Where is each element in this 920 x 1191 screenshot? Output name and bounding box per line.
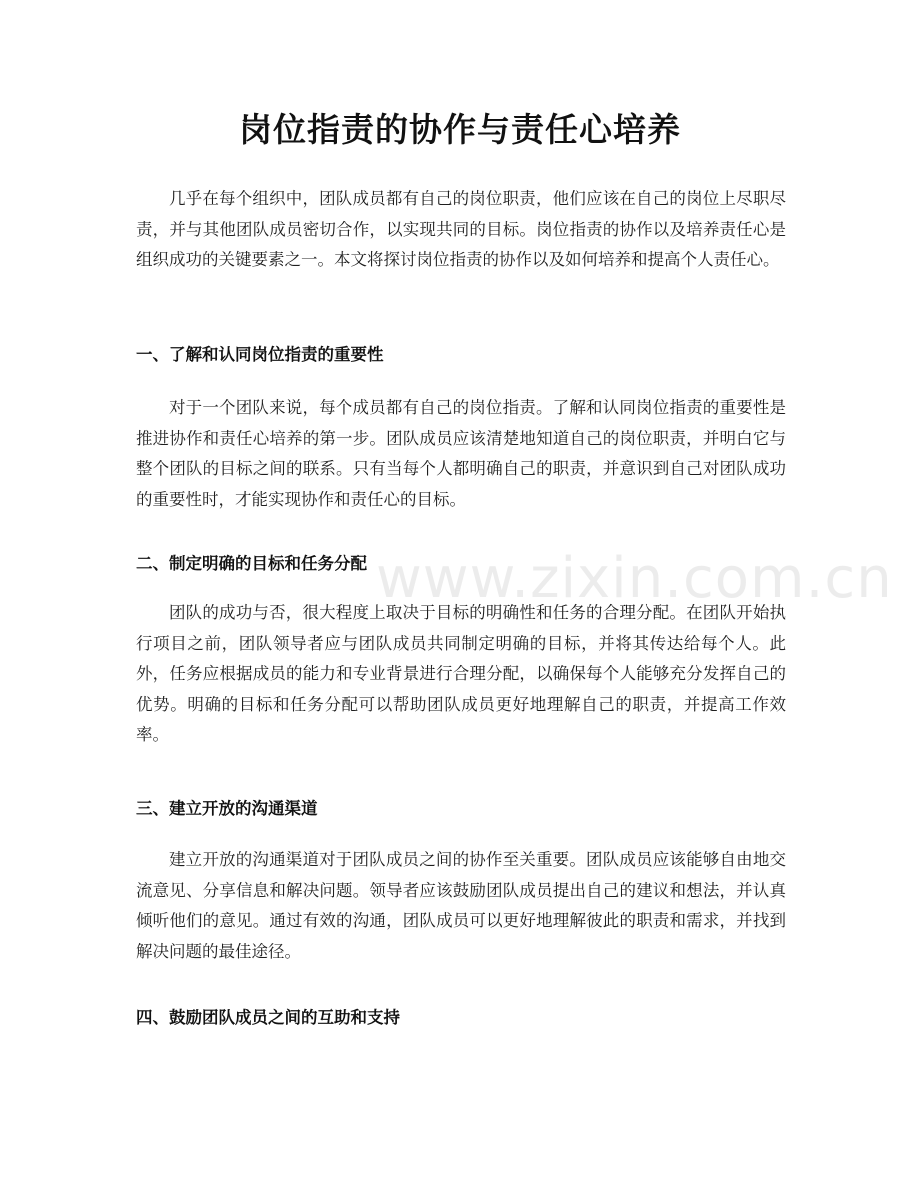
intro-paragraph: 几乎在每个组织中，团队成员都有自己的岗位职责，他们应该在自己的岗位上尽职尽责，并与其他团队成员密切合作，以实现共同的目标。岗位指责的协作以及培养责任心是组织成功的关键要素之一。本文将探讨岗位指责的协作以及如何培养和提高个人责任心。 xyxy=(136,189,786,270)
section-heading-1: 一、了解和认同岗位指责的重要性 xyxy=(136,345,384,364)
section-body-1: 对于一个团队来说，每个成员都有自己的岗位指责。了解和认同岗位指责的重要性是推进协作和责任心培养的第一步。团队成员应该清楚地知道自己的岗位职责，并明白它与整个团队的目标之间的联系。只有当每个人都明确自己的职责，并意识到自己对团队成功的重要性时，才能实现协作和责任心的目标。 xyxy=(136,398,786,509)
page-title: 岗位指责的协作与责任心培养 xyxy=(239,110,681,149)
section-body-3: 建立开放的沟通渠道对于团队成员之间的协作至关重要。团队成员应该能够自由地交流意见、分享信息和解决问题。领导者应该鼓励团队成员提出自己的建议和想法，并认真倾听他们的意见。通过有效的沟通，团队成员可以更好地理解彼此的职责和需求，并找到解决问题的最佳途径。 xyxy=(136,850,786,961)
section-body-2: 团队的成功与否，很大程度上取决于目标的明确性和任务的合理分配。在团队开始执行项目之前，团队领导者应与团队成员共同制定明确的目标，并将其传达给每个人。此外，任务应根据成员的能力和专业背景进行合理分配，以确保每个人能够充分发挥自己的优势。明确的目标和任务分配可以帮助团队成员更好地理解自己的职责，并提高工作效率。 xyxy=(136,603,786,745)
section-heading-4: 四、鼓励团队成员之间的互助和支持 xyxy=(136,1008,400,1027)
watermark: www.zixin.com.cn xyxy=(376,546,893,611)
section-heading-3: 三、建立开放的沟通渠道 xyxy=(136,799,318,818)
section-heading-2: 二、制定明确的目标和任务分配 xyxy=(136,554,367,573)
